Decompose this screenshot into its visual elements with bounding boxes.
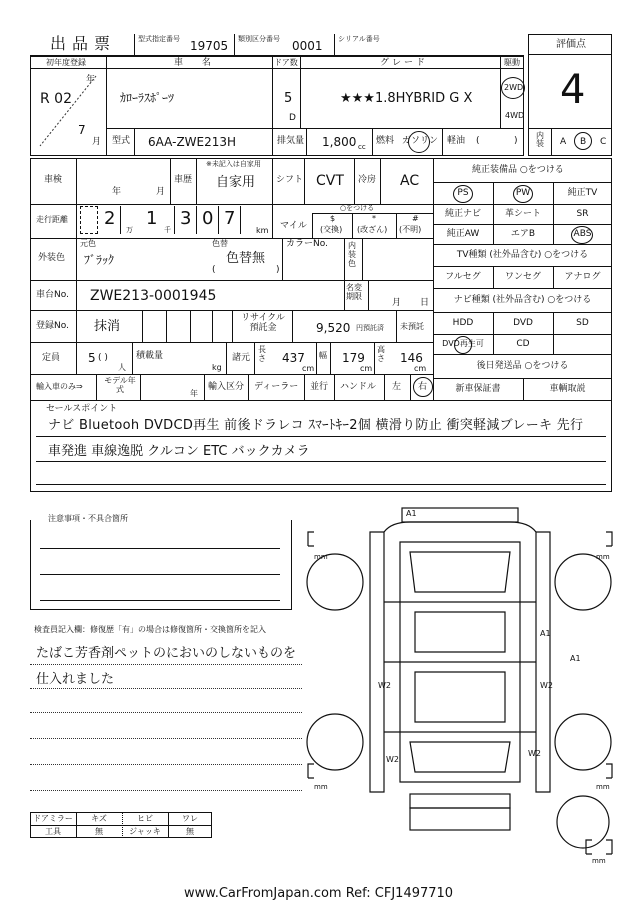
diagram-mm-4: mm	[596, 783, 610, 791]
fuel-paren-close: )	[514, 136, 518, 146]
interior-b: B	[580, 137, 587, 147]
recycle-unpaid: 未預託	[400, 322, 424, 331]
car-name-value: ｶﾛｰﾗｽﾎﾟｰﾂ	[120, 91, 175, 105]
month-unit: 月	[92, 137, 102, 147]
name-change-day: 日	[420, 298, 430, 308]
length-label: 長さ	[258, 345, 266, 363]
diagram-mark-w2-rear-left: W2	[386, 755, 399, 764]
drive-4wd: 4WD	[505, 111, 525, 120]
tv-analog: アナログ	[564, 272, 601, 282]
model-year-unit: 年	[190, 389, 198, 398]
repaint-paren-open: (	[212, 265, 216, 275]
inspector-note-line-1: たばこ芳香剤ペットのにおいのしないものを	[36, 646, 297, 661]
diagram-mm-3: mm	[314, 783, 328, 791]
door-type: D	[289, 113, 296, 123]
length-value: 437	[282, 351, 305, 365]
equip-pw: PW	[515, 188, 531, 198]
first-reg-year: R 02	[40, 91, 72, 107]
interior-color-label: 内装色	[348, 241, 356, 268]
capacity-unit: 人	[118, 363, 126, 372]
equipment-title: 純正装備品 ○をつける	[472, 165, 564, 175]
repaint-label: 色替	[212, 239, 228, 248]
score-label: 評価点	[556, 39, 586, 50]
import-parallel: 並行	[310, 382, 329, 392]
mileage-opt-altered: *	[372, 214, 376, 223]
first-reg-month: 7	[78, 123, 86, 137]
navi-hdd: HDD	[452, 318, 474, 328]
original-color-value: ﾌﾞﾗｯｸ	[84, 253, 115, 267]
capacity-paren: ( )	[98, 353, 108, 363]
inspector-notes-label: 検査員記入欄：修復歴「有」の場合は修復箇所・交換箇所を記入	[34, 625, 266, 634]
acc-header-scratch: キズ	[91, 814, 107, 823]
first-reg-label: 初年度登録	[46, 58, 86, 67]
mileage-unit-man: 万	[126, 226, 133, 234]
mileage-mile: マイル	[280, 221, 307, 231]
category-value: 0001	[292, 39, 323, 53]
fuel-paren: (	[476, 136, 480, 146]
history-note: ※未記入は自家用	[206, 160, 261, 168]
category-label: 類別区分番号	[238, 35, 280, 43]
inspection-label: 車検	[44, 175, 63, 185]
acc-tools-value: 無	[95, 827, 103, 836]
inspection-month: 月	[156, 187, 166, 197]
equip-abs: ABS	[573, 229, 592, 239]
registration-label: 登録No.	[36, 321, 69, 331]
dims-label: 諸元	[232, 353, 251, 363]
registration-value: 抹消	[94, 319, 121, 334]
grade-value: ★★★1.8HYBRID G X	[340, 91, 473, 106]
equip-abs-circle	[571, 226, 593, 244]
interior-label: 内装	[536, 131, 544, 148]
diagram-mm-2: mm	[596, 553, 610, 561]
navi-dvd-playback-circle	[454, 336, 472, 354]
later-shipping-title: 後日発送品 ○をつける	[476, 361, 569, 371]
displacement-value: 1,800	[322, 135, 357, 149]
mileage-unit-sen: 千	[164, 226, 171, 234]
doors-value: 5	[284, 91, 293, 106]
displacement-label: 排気量	[277, 136, 305, 146]
score-value: 4	[560, 67, 586, 113]
acc-tools: 工具	[45, 827, 61, 836]
navi-sd: SD	[576, 318, 589, 328]
shift-label: シフト	[276, 175, 304, 185]
navi-dvd-playback: DVD再生可	[442, 339, 484, 348]
equip-navi: 純正ナビ	[444, 209, 481, 219]
mileage-opt-exchange-note: (交換)	[320, 225, 343, 234]
interior-b-circle	[574, 132, 592, 150]
fuel-diesel: 軽油	[447, 136, 466, 146]
diagram-mark-w2-rear-right: W2	[528, 749, 541, 758]
notes-box	[30, 520, 292, 610]
interior-a: A	[560, 137, 567, 147]
model-designation-label: 型式指定番号	[138, 35, 180, 43]
mileage-opt-unknown: #	[412, 214, 419, 223]
capacity-label: 定員	[42, 353, 61, 363]
equip-ps-circle	[453, 185, 473, 203]
diagram-mark-a1-roof: A1	[406, 509, 417, 518]
history-label: 車歴	[174, 175, 193, 185]
chassis-value: ZWE213-0001945	[90, 288, 217, 304]
original-color-label: 元色	[80, 239, 96, 248]
serial-label: シリアル番号	[338, 35, 380, 43]
width-cm: cm	[360, 364, 373, 373]
shift-value: CVT	[316, 173, 344, 189]
mileage-circle-note: ○をつける	[340, 204, 375, 212]
handle-left: 左	[392, 382, 402, 392]
acc-header-crack: ヒビ	[137, 814, 153, 823]
drive-2wd-circle	[501, 77, 525, 99]
handle-right-circle	[413, 377, 433, 397]
mileage-opt-unknown-note: (不明)	[399, 225, 422, 234]
load-label: 積載量	[136, 351, 164, 361]
acc-jack: ジャッキ	[129, 827, 161, 836]
footer-reference: www.CarFromJapan.com Ref: CFJ1497710	[184, 886, 454, 901]
acc-header-mirror: ドアミラー	[33, 814, 73, 823]
model-year-label: モデル年式	[104, 376, 136, 394]
equip-airbag: エアB	[510, 229, 536, 239]
capacity-value: 5	[88, 351, 96, 365]
equip-tv: 純正TV	[567, 188, 598, 198]
year-unit: 年	[86, 75, 96, 85]
fuel-label: 燃料	[376, 136, 395, 146]
name-change-label: 名変期限	[346, 283, 362, 301]
drive-label: 駆動	[504, 58, 520, 67]
equip-pw-circle	[513, 185, 533, 203]
load-unit: kg	[212, 363, 222, 372]
mileage-digit-4: 0	[202, 208, 214, 229]
chassis-label: 車台No.	[36, 290, 69, 300]
sales-points-line-1: ナビ Bluetooh DVDCD再生 前後ドラレコ ｽﾏｰﾄｷｰ2個 横滑り防止 衝突軽減ブレーキ 先行	[48, 418, 584, 433]
repaint-value: 色替無	[226, 251, 266, 266]
mileage-opt-altered-note: (改ざん)	[357, 225, 388, 234]
mileage-label: 走行距離	[36, 215, 68, 224]
navi-cd: CD	[516, 339, 530, 349]
ac-value: AC	[400, 173, 420, 189]
model-designation-value: 19705	[190, 39, 229, 53]
width-value: 179	[342, 351, 365, 365]
navi-type-title: ナビ種類 (社外品含む) ○をつける	[453, 295, 592, 305]
doors-label: ドア数	[274, 58, 298, 67]
notes-label: 注意事項・不具合箇所	[48, 514, 128, 523]
equip-ps: PS	[457, 188, 469, 198]
mileage-digit-2: 1	[146, 208, 158, 229]
acc-header-break: ワレ	[182, 814, 198, 823]
width-label: 幅	[319, 351, 327, 360]
tv-oneseg: ワンセグ	[504, 272, 541, 282]
recycle-label: リサイクル預託金	[241, 313, 285, 333]
diagram-mark-w2-right: W2	[540, 681, 553, 690]
navi-dvd: DVD	[513, 318, 533, 328]
later-warranty: 新車保証書	[455, 384, 501, 394]
length-cm: cm	[302, 364, 315, 373]
handle-label: ハンドル	[340, 382, 377, 392]
type-label: 型式	[112, 136, 131, 146]
later-manual: 車輌取説	[549, 384, 586, 394]
diagram-mark-w2-left: W2	[378, 681, 391, 690]
inspector-note-line-2: 仕入れました	[36, 672, 115, 687]
diagram-mm-5: mm	[592, 857, 606, 865]
diagram-mark-a1-right-front: A1	[540, 629, 551, 638]
equip-sr: SR	[576, 209, 589, 219]
type-value: 6AA-ZWE213H	[148, 135, 237, 149]
sheet-title: 出品票	[50, 34, 117, 53]
recycle-unit: 円預託済	[356, 324, 384, 332]
tv-fullseg: フルセグ	[445, 272, 481, 282]
diagram-mark-a1-right-side: A1	[570, 654, 581, 663]
name-change-month: 月	[392, 298, 402, 308]
import-dealer: ディーラー	[254, 382, 299, 392]
car-damage-diagram	[300, 502, 620, 868]
sales-points-line-2: 車発進 車線逸脱 クルコン ETC バックカメラ	[48, 444, 310, 459]
import-category-label: 輸入区分	[208, 382, 245, 392]
inspection-year: 年	[112, 187, 122, 197]
mileage-digit-3: 3	[180, 208, 192, 229]
color-no-label: カラーNo.	[286, 239, 328, 249]
fuel-gasoline-circle	[408, 131, 430, 153]
import-label: 輸入車のみ⇒	[36, 382, 83, 391]
car-name-label: 車 名	[174, 58, 219, 68]
sales-points-label: セールスポイント	[46, 404, 118, 414]
drive-2wd: 2WD	[504, 83, 524, 92]
repaint-paren-close: )	[276, 265, 280, 275]
history-value: 自家用	[216, 175, 256, 190]
handle-right: 右	[418, 382, 428, 392]
ac-label: 冷房	[358, 175, 377, 185]
mileage-km: km	[256, 226, 269, 235]
fuel-gasoline: ガソリン	[402, 136, 439, 146]
cc-unit: cc	[358, 143, 366, 151]
height-cm: cm	[414, 364, 427, 373]
tv-type-title: TV種類 (社外品含む) ○をつける	[456, 250, 589, 260]
equip-leather: 革シート	[504, 209, 541, 219]
grade-label: グレード	[380, 58, 429, 68]
mileage-digit-1: 2	[104, 208, 116, 229]
height-label: 高さ	[377, 345, 385, 363]
color-label: 外装色	[38, 253, 66, 263]
acc-jack-value: 無	[186, 827, 194, 836]
diagram-mm-1: mm	[314, 553, 328, 561]
recycle-value: 9,520	[316, 321, 351, 335]
height-value: 146	[400, 351, 423, 365]
equip-aw: 純正AW	[446, 229, 480, 239]
interior-c: C	[600, 137, 607, 147]
mileage-digit-5: 7	[224, 208, 236, 229]
mileage-opt-exchange: $	[330, 214, 336, 223]
